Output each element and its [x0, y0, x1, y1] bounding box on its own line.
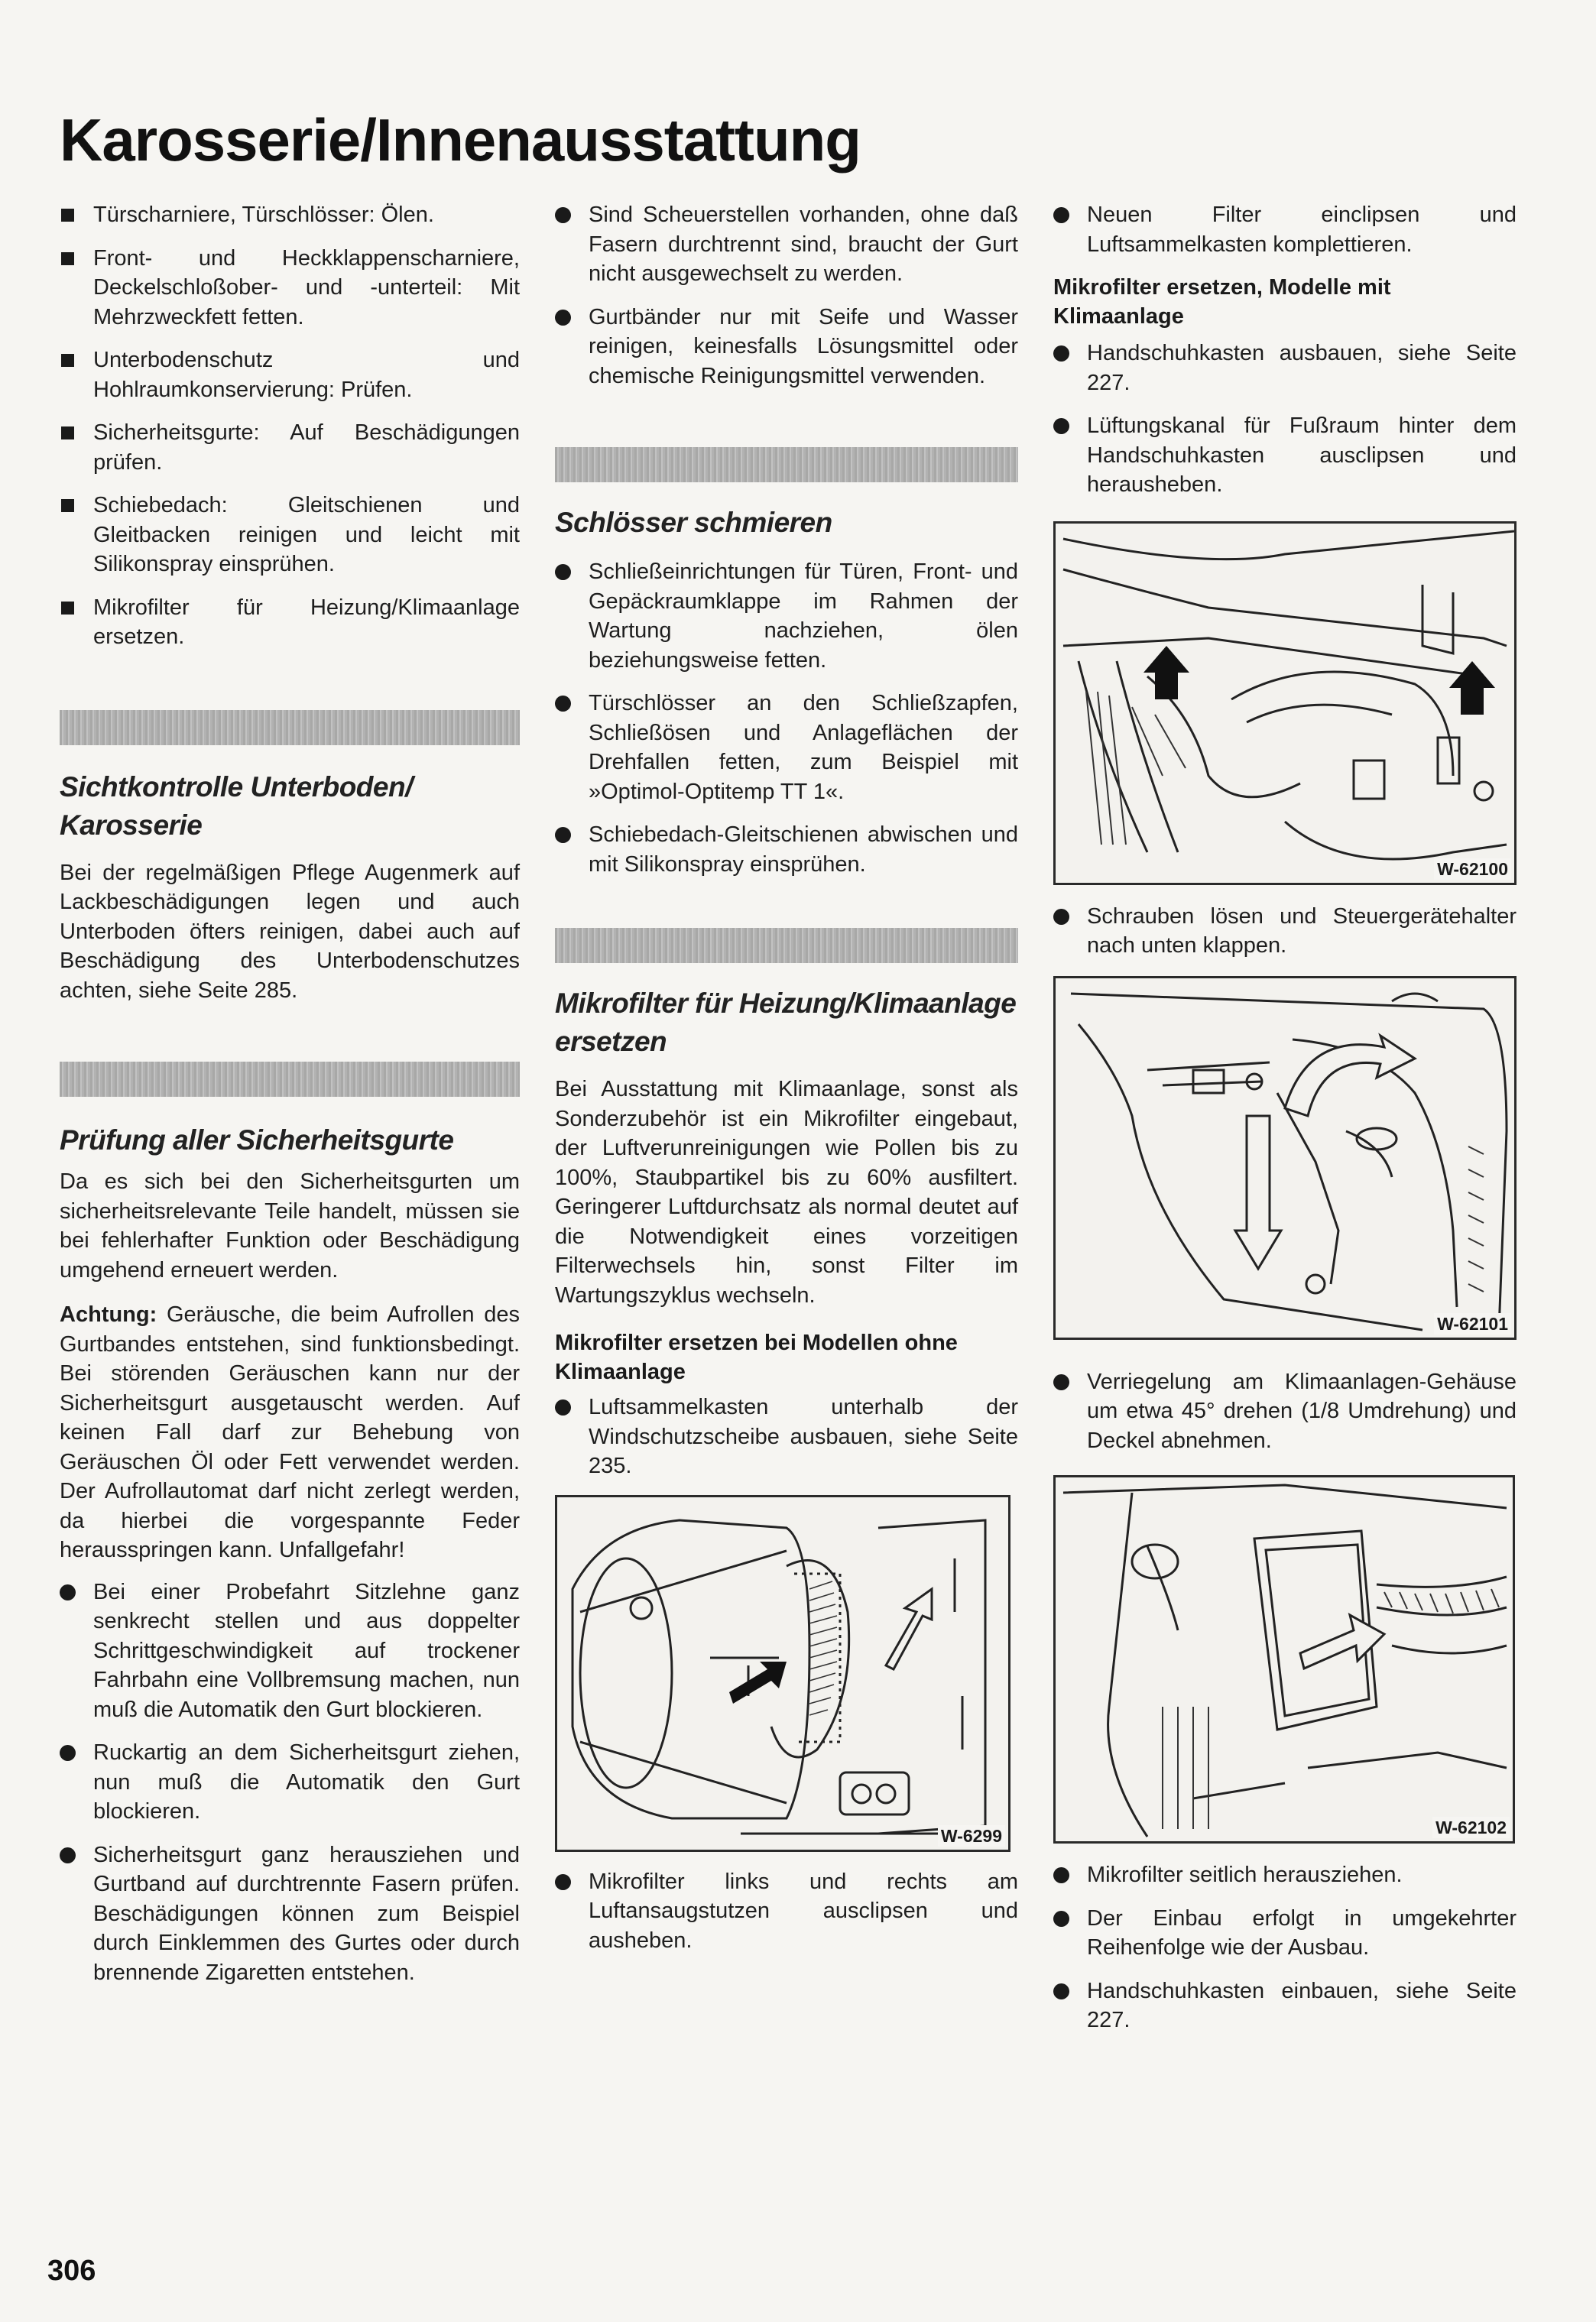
list-item: Schließeinrichtungen für Türen, Front- und Gepäckraumklappe im Rahmen der Wartung nachziehen, ölen beziehungsweise fetten. — [555, 557, 1018, 675]
page-number: 306 — [47, 2255, 96, 2287]
figure-w62102 — [1053, 1475, 1515, 1844]
warning-paragraph — [60, 1300, 520, 1565]
filter-steps-list — [1053, 339, 1517, 500]
warning-text: Geräusche, die beim Aufrollen des Gurtbandes entstehen, sind funktionsbedingt. Bei störenden Geräuschen kann nur der Sicherheitsgurt ausgetauscht werden. Auf keinen Fall darf zur Behebung von Geräuschen Öl oder Fett verwendet werden. Der Aufrollautomat darf nicht zerlegt werden, da hierbei die vorgespannte Feder herausspringen kann. Unfallgefahr! — [60, 1302, 520, 1562]
ac-housing-illustration — [1056, 978, 1514, 1338]
section-heading-schloesser: Schlösser schmieren — [555, 507, 832, 538]
list-item: Türscharniere, Türschlösser: Ölen. — [60, 200, 520, 230]
lock-list — [555, 557, 1018, 879]
list-item: Verriegelung am Klimaanlagen-Gehäuse um etwa 45° drehen (1/8 Umdrehung) und Deckel abnehmen. — [1053, 1367, 1517, 1456]
column-middle — [555, 200, 1018, 1969]
warning-label: Achtung: — [60, 1302, 157, 1327]
list-item: Schiebedach: Gleitschienen und Gleitbacken reinigen und leicht mit Silikonspray einsprühen. — [60, 491, 520, 579]
section-divider — [555, 928, 1018, 963]
section-heading-sicherheitsgurte: Prüfung aller Sicherheitsgurte — [60, 1124, 454, 1156]
page-title: Karosserie/Innenausstattung — [60, 106, 861, 174]
list-item: Luftsammelkasten unterhalb der Windschutzscheibe ausbauen, siehe Seite 235. — [555, 1393, 1018, 1481]
list-item: Mikrofilter für Heizung/Klimaanlage ersetzen. — [60, 593, 520, 652]
figure-label: W-62100 — [1434, 858, 1511, 880]
subheading-mit-klima: Mikrofilter ersetzen, Modelle mit Klimaanlage — [1053, 275, 1391, 329]
list-item: Schiebedach-Gleitschienen abwischen und mit Silikonspray einsprühen. — [555, 820, 1018, 879]
list-item: Unterbodenschutz und Hohlraumkonservierung: Prüfen. — [60, 345, 520, 404]
list-item: Front- und Heckklappenscharniere, Deckelschloßober- und -unterteil: Mit Mehrzweckfett fetten. — [60, 244, 520, 332]
figure-w6299 — [555, 1495, 1010, 1852]
belt-check-list — [60, 1578, 520, 1988]
list-item: Türschlösser an den Schließzapfen, Schließösen und Anlageflächen der Drehfallen fetten, zum Beispiel mit »Optimol-Optitemp TT 1«. — [555, 689, 1018, 806]
subheading-ohne-klima: Mikrofilter ersetzen bei Modellen ohne Klimaanlage — [555, 1331, 958, 1384]
column-right — [1053, 200, 1517, 2049]
filter-steps-list — [1053, 1367, 1517, 1456]
filter-steps-list — [1053, 1860, 1517, 2035]
section-paragraph: Da es sich bei den Sicherheitsgurten um sicherheitsrelevante Teile handelt, müssen sie bei fehlerhafter Funktion oder Beschädigung umgehend erneuert werden. — [60, 1169, 520, 1283]
list-item: Handschuhkasten ausbauen, siehe Seite 227. — [1053, 339, 1517, 397]
list-item: Gurtbänder nur mit Seife und Wasser reinigen, keinesfalls Lösungsmittel oder chemische Reinigungsmittel verwenden. — [555, 303, 1018, 391]
section-heading-unterboden: Sichtkontrolle Unterboden/ Karosserie — [60, 770, 413, 841]
filter-removal-illustration — [1056, 1477, 1513, 1841]
belt-care-list — [555, 200, 1018, 391]
list-item: Lüftungskanal für Fußraum hinter dem Handschuhkasten ausclipsen und herausheben. — [1053, 411, 1517, 500]
fan-housing-illustration — [557, 1497, 1008, 1850]
filter-steps-list — [555, 1867, 1018, 1956]
list-item: Bei einer Probefahrt Sitzlehne ganz senkrecht stellen und aus doppelter Schrittgeschwindigkeit auf trockener Fahrbahn eine Vollbremsung machen, nun muß die Automatik den Gurt blockieren. — [60, 1578, 520, 1725]
list-item: Ruckartig an dem Sicherheitsgurt ziehen, nun muß die Automatik den Gurt blockieren. — [60, 1738, 520, 1827]
filter-steps-list — [1053, 902, 1517, 961]
list-item: Sicherheitsgurte: Auf Beschädigungen prüfen. — [60, 418, 520, 477]
section-paragraph: Bei der regelmäßigen Pflege Augenmerk auf Lackbeschädigungen legen und auch Unterboden öfters reinigen, dabei auch auf Beschädigung des Unterbodenschutzes achten, siehe Seite 285. — [60, 860, 520, 1003]
section-paragraph: Bei Ausstattung mit Klimaanlage, sonst als Sonderzubehör ist ein Mikrofilter eingebaut, der Luftverunreinigungen wie Pollen bis zu 100%, Staubpartikel bis zu 60% ausfiltert. Geringerer Luftdurchsatz als normal deutet auf die Notwendigkeit eines vorzeitigen Filterwechsels hin, sonst Filter im Wartungszyklus wechseln. — [555, 1077, 1018, 1308]
figure-label: W-62102 — [1432, 1817, 1510, 1838]
section-divider — [60, 710, 520, 745]
list-item: Sind Scheuerstellen vorhanden, ohne daß Fasern durchtrennt sind, braucht der Gurt nicht ausgewechselt zu werden. — [555, 200, 1018, 289]
filter-steps-list — [1053, 200, 1517, 259]
figure-label: W-6299 — [938, 1825, 1005, 1847]
list-item: Schrauben lösen und Steuergerätehalter nach unten klappen. — [1053, 902, 1517, 961]
section-divider — [555, 447, 1018, 482]
glovebox-area-illustration — [1056, 524, 1514, 883]
figure-label: W-62101 — [1434, 1313, 1511, 1335]
list-item: Mikrofilter seitlich herausziehen. — [1053, 1860, 1517, 1890]
figure-w62101 — [1053, 976, 1517, 1340]
list-item: Mikrofilter links und rechts am Luftansaugstutzen ausclipsen und ausheben. — [555, 1867, 1018, 1956]
list-item: Neuen Filter einclipsen und Luftsammelkasten komplettieren. — [1053, 200, 1517, 259]
section-divider — [60, 1062, 520, 1097]
maintenance-list — [60, 200, 520, 652]
list-item: Sicherheitsgurt ganz herausziehen und Gurtband auf durchtrennte Fasern prüfen. Beschädigungen können zum Beispiel durch Einklemmen des Gurtes oder durch brennende Zigaretten entstehen. — [60, 1840, 520, 1988]
column-left — [60, 200, 520, 2001]
list-item: Handschuhkasten einbauen, siehe Seite 227. — [1053, 1977, 1517, 2035]
filter-steps-list — [555, 1393, 1018, 1481]
figure-w62100 — [1053, 521, 1517, 885]
list-item: Der Einbau erfolgt in umgekehrter Reihenfolge wie der Ausbau. — [1053, 1904, 1517, 1963]
section-heading-mikrofilter: Mikrofilter für Heizung/Klimaanlage ersetzen — [555, 987, 1017, 1057]
